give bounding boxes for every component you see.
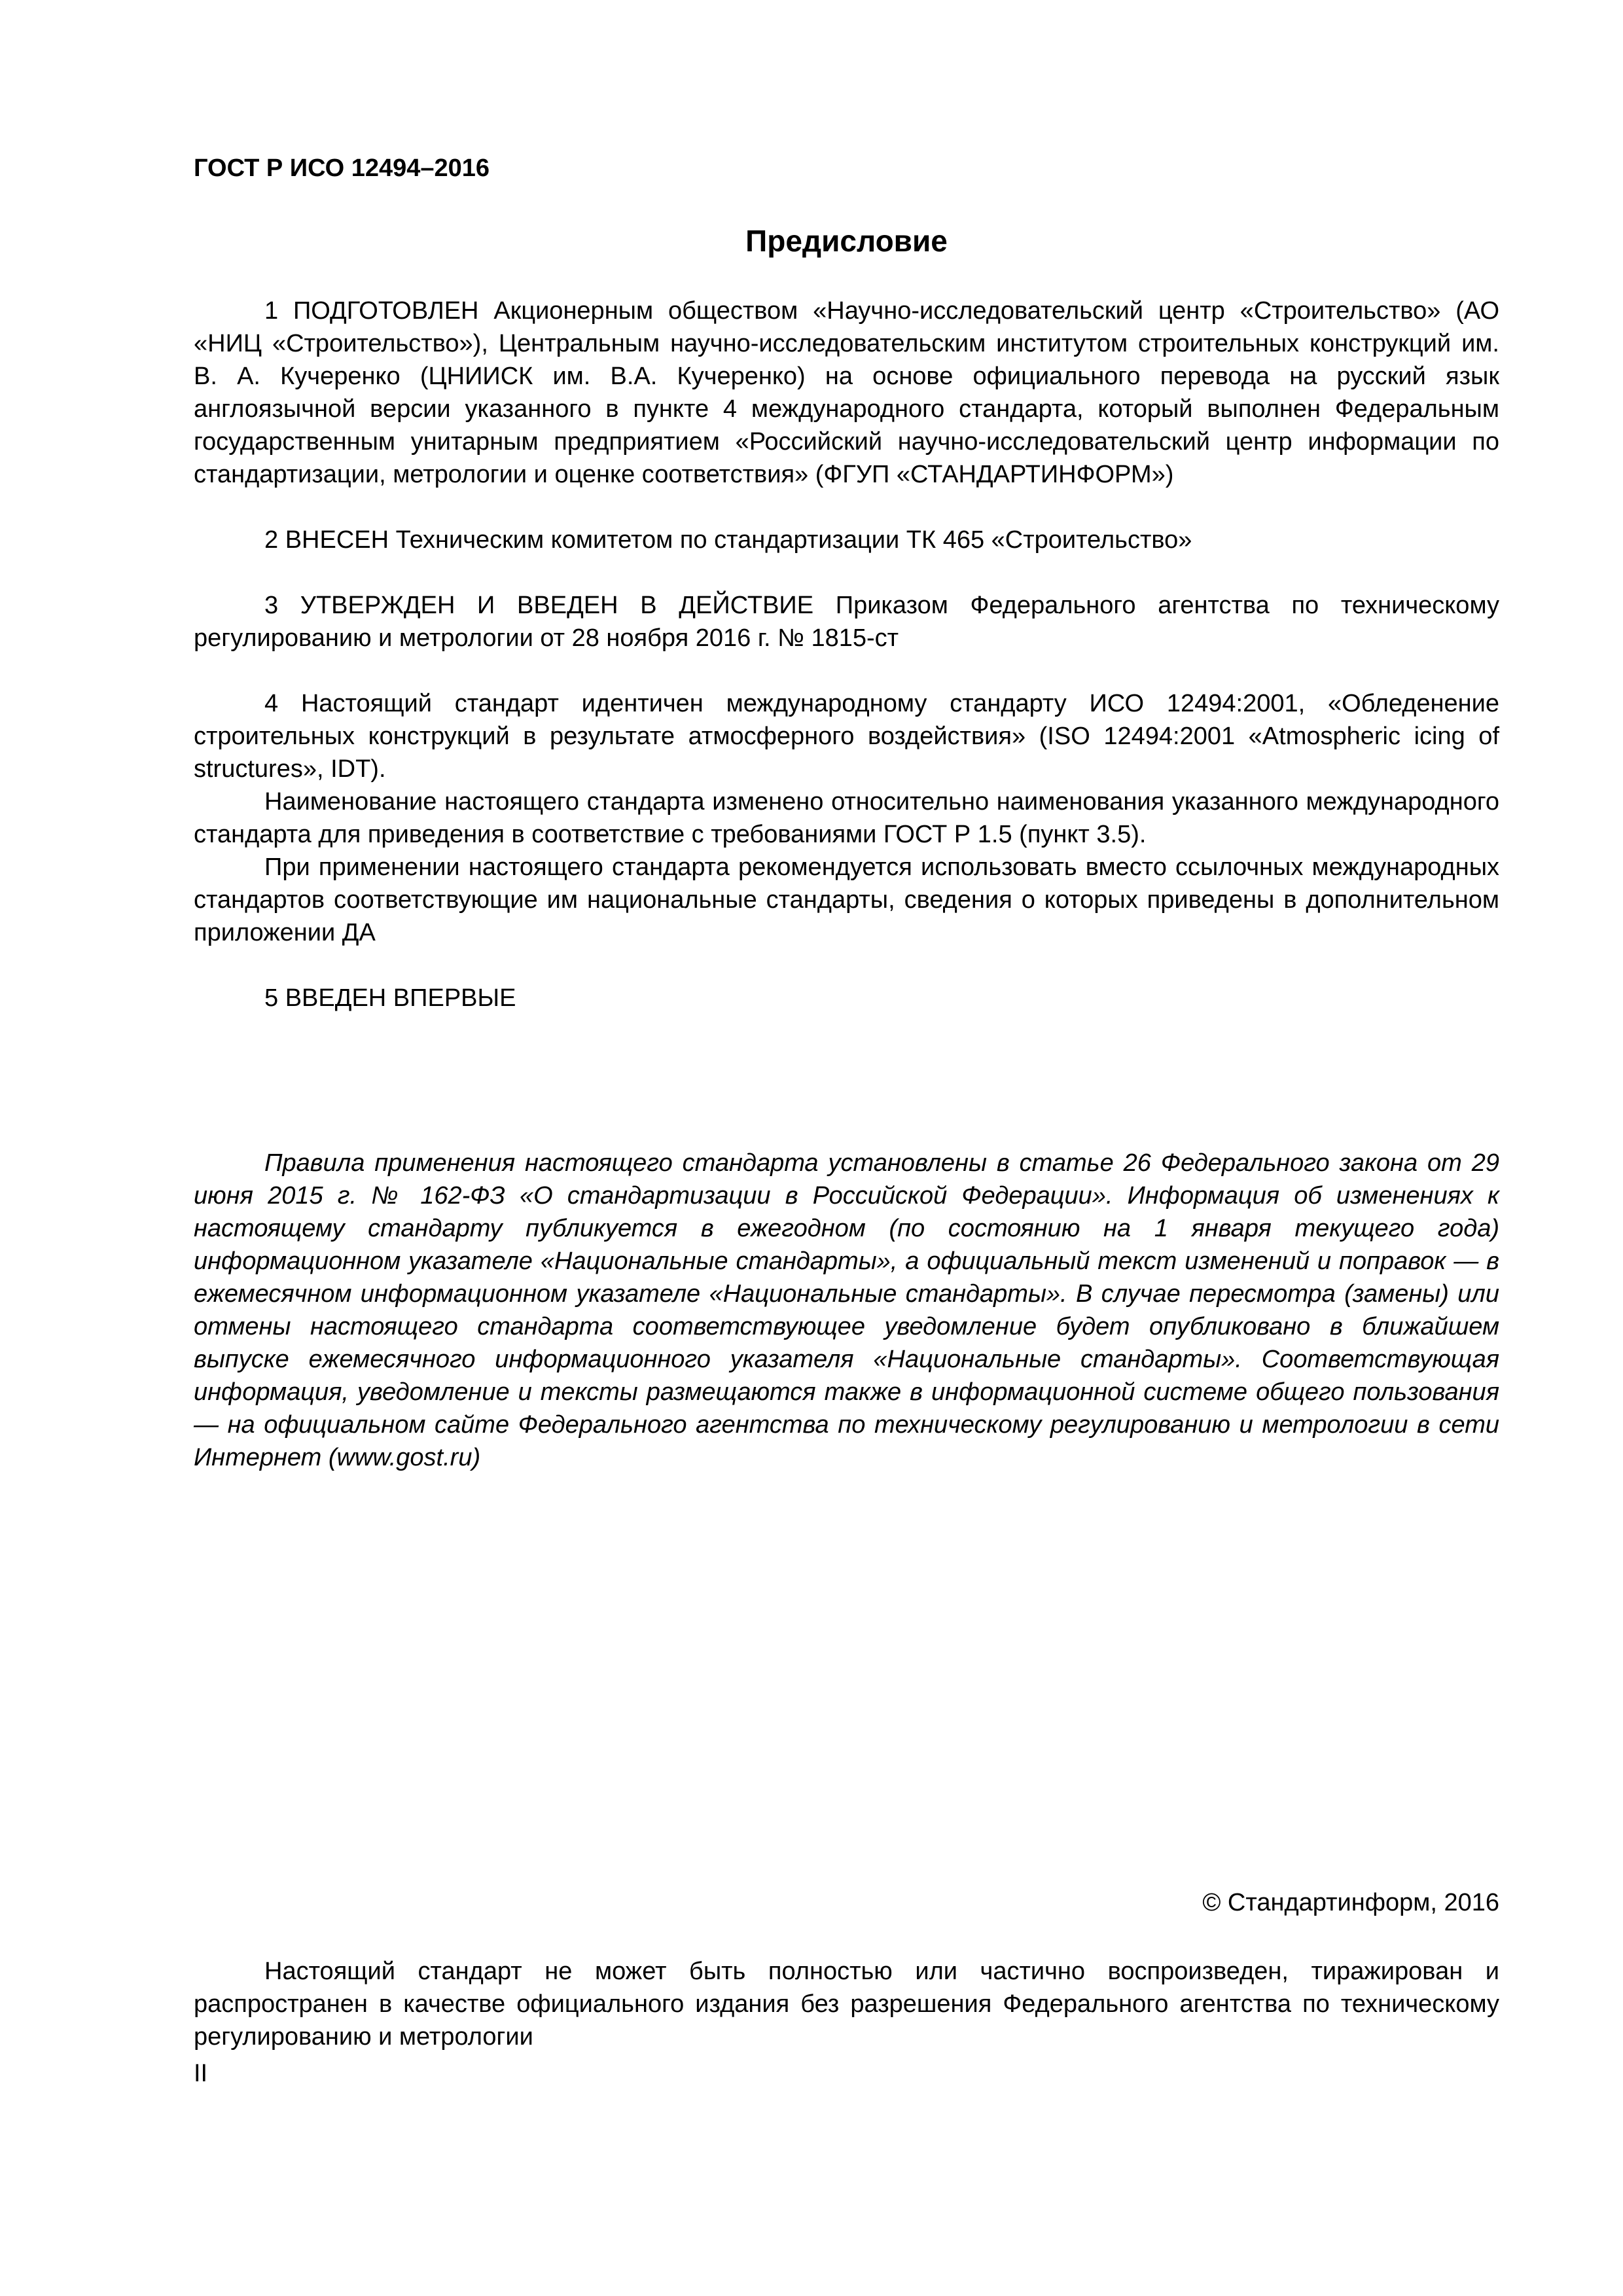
paragraph-prepared-by: 1 ПОДГОТОВЛЕН Акционерным обществом «Научно-исследовательский центр «Строительство» (АО «НИЦ «Строительство»), Центральным научно-исследовательским институтом строительных конструкций им. В. А. Кучеренко (ЦНИИСК им. В.А. Кучеренко) на основе официального перевода на русский язык англоязычной версии указанного в пункте 4 международного стандарта, который выполнен Федеральным государственным унитарным предприятием «Российский научно-исследовательский центр информации по стандартизации, метрологии и оценке соответствия» (ФГУП «СТАНДАРТИНФОРМ») <box>194 297 1499 488</box>
page-title: Предисловие <box>745 224 948 258</box>
paragraph-references: При применении настоящего стандарта рекомендуется использовать вместо ссылочных международных стандартов соответствующие им национальные стандарты, сведения о которых приведены в дополнительном приложении ДА <box>194 853 1499 946</box>
paragraph-approved: 3 УТВЕРЖДЕН И ВВЕДЕН В ДЕЙСТВИЕ Приказом Федерального агентства по техническому регулированию и метрологии от 28 ноября 2016 г. № 1815-ст <box>194 592 1499 652</box>
reproduction-notice <box>194 1955 1499 2053</box>
notice-text: Правила применения настоящего стандарта установлены в статье 26 Федерального закона от 29 июня 2015 г. № 162-ФЗ «О стандартизации в Российской Федерации». Информация об изменениях к настоящему стандарту публикуется в ежегодном (по состоянию на 1 января текущего года) информационном указателе «Национальные стандарты», а официальный текст изменений и поправок — в ежемесячном информационном указателе «Национальные стандарты». В случае пересмотра (замены) или отмены настоящего стандарта соответствующее уведомление будет опубликовано в ближайшем выпуске ежемесячного информационного указателя «Национальные стандарты». Соответствующая информация, уведомление и тексты размещаются также в информационной системе общего пользования — на официальном сайте Федерального агентства по техническому регулированию и метрологии в сети Интернет (www.gost.ru) <box>194 1149 1499 1471</box>
paragraph-identical-standard: 4 Настоящий стандарт идентичен международному стандарту ИСО 12494:2001, «Обледенение строительных конструкций в результате атмосферного воздействия» (ISO 12494:2001 «Atmospheric icing of structures», IDT). <box>194 690 1499 783</box>
page-number: II <box>194 2060 208 2087</box>
preface-body <box>194 295 1499 1014</box>
copyright: © Стандартинформ, 2016 <box>1202 1889 1499 1916</box>
document-code: ГОСТ Р ИСО 12494–2016 <box>194 154 490 182</box>
paragraph-first-introduced: 5 ВВЕДЕН ВПЕРВЫЕ <box>264 984 516 1012</box>
paragraph-name-changed: Наименование настоящего стандарта изменено относительно наименования указанного международного стандарта для приведения в соответствие с требованиями ГОСТ Р 1.5 (пункт 3.5). <box>194 788 1499 848</box>
reproduction-text: Настоящий стандарт не может быть полностью или частично воспроизведен, тиражирован и распространен в качестве официального издания без разрешения Федерального агентства по техническому регулированию и метрологии <box>194 1958 1499 2051</box>
application-rules-notice <box>194 1147 1499 1474</box>
paragraph-submitted-by: 2 ВНЕСЕН Техническим комитетом по стандартизации ТК 465 «Строительство» <box>264 526 1192 554</box>
